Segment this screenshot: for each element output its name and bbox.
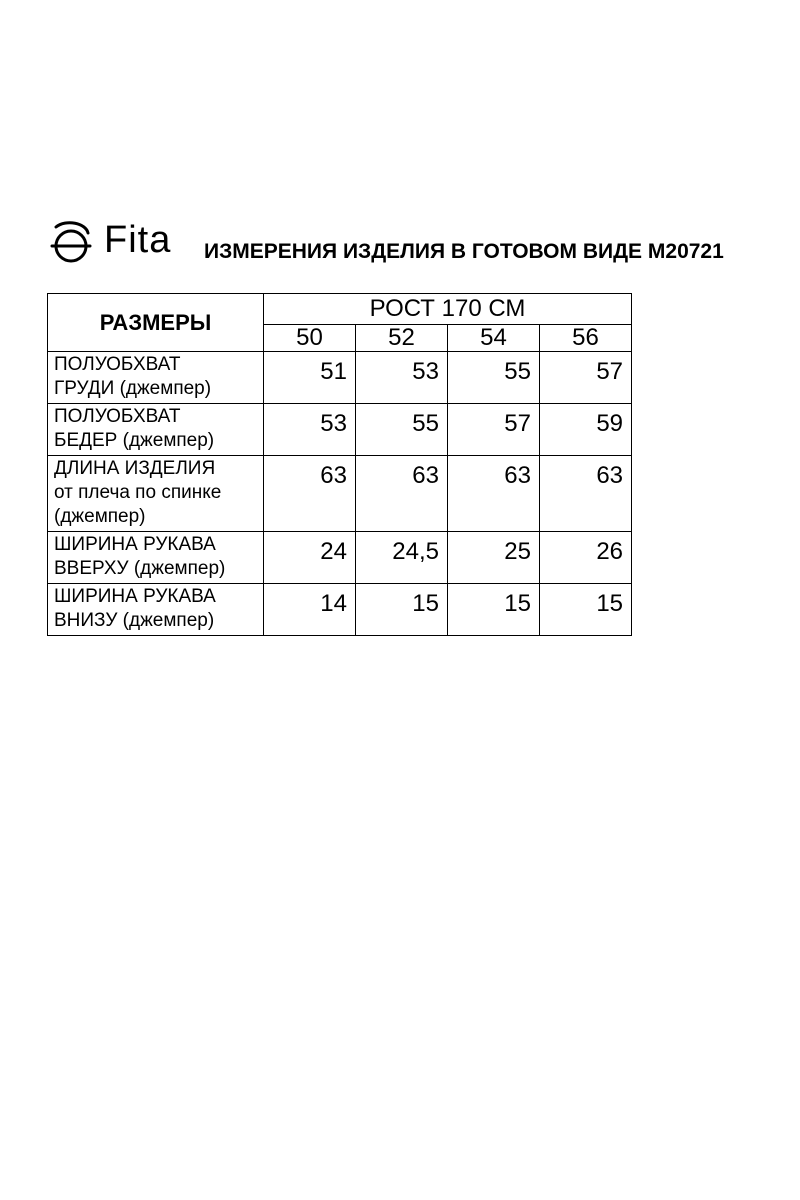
value-cell: 63 (356, 456, 448, 532)
value-cell: 63 (264, 456, 356, 532)
value-cell: 25 (448, 532, 540, 584)
table-row (48, 532, 632, 584)
row-label (48, 532, 264, 584)
value-cell: 55 (448, 352, 540, 404)
value-cell: 24 (264, 532, 356, 584)
header-height: РОСТ 170 СМ (264, 294, 632, 325)
row-label-line: от плеча по спинке (54, 482, 222, 503)
size-header: 56 (540, 325, 632, 352)
page-title (204, 240, 724, 264)
row-label-line: ПОЛУОБХВАТ (54, 354, 181, 375)
value-cell: 14 (264, 584, 356, 636)
value-cell: 59 (540, 404, 632, 456)
row-label (48, 352, 264, 404)
size-header: 50 (264, 325, 356, 352)
row-label-line: ДЛИНА ИЗДЕЛИЯ (54, 458, 216, 479)
row-label-line: (джемпер) (54, 506, 146, 527)
row-label-line: ПОЛУОБХВАТ (54, 406, 181, 427)
row-label (48, 404, 264, 456)
table-row (48, 584, 632, 636)
table-row (48, 456, 632, 532)
value-cell: 63 (540, 456, 632, 532)
value-cell: 53 (264, 404, 356, 456)
title-text: ИЗМЕРЕНИЯ ИЗДЕЛИЯ В ГОТОВОМ ВИДЕ (204, 240, 643, 263)
value-cell: 15 (540, 584, 632, 636)
row-label-line: БЕДЕР (джемпер) (54, 430, 215, 451)
value-cell: 51 (264, 352, 356, 404)
fita-logo-icon (46, 215, 96, 265)
measurements-table (47, 293, 632, 636)
row-label-line: ШИРИНА РУКАВА (54, 586, 216, 607)
table-row (48, 404, 632, 456)
value-cell: 57 (448, 404, 540, 456)
row-label-line: ШИРИНА РУКАВА (54, 534, 216, 555)
table-row (48, 352, 632, 404)
value-cell: 26 (540, 532, 632, 584)
document-header (46, 214, 766, 266)
row-label (48, 584, 264, 636)
row-label-line: ВНИЗУ (джемпер) (54, 610, 215, 631)
table-header-row (48, 294, 632, 325)
size-header: 52 (356, 325, 448, 352)
value-cell: 57 (540, 352, 632, 404)
row-label-line: ГРУДИ (джемпер) (54, 378, 212, 399)
header-sizes: РАЗМЕРЫ (48, 294, 264, 352)
value-cell: 63 (448, 456, 540, 532)
value-cell: 15 (356, 584, 448, 636)
brand-logo (46, 214, 171, 266)
value-cell: 53 (356, 352, 448, 404)
value-cell: 55 (356, 404, 448, 456)
value-cell: 15 (448, 584, 540, 636)
row-label (48, 456, 264, 532)
row-label-line: ВВЕРХУ (джемпер) (54, 558, 226, 579)
size-header: 54 (448, 325, 540, 352)
brand-name: Fita (104, 219, 172, 261)
model-code: M20721 (647, 240, 724, 263)
value-cell: 24,5 (356, 532, 448, 584)
